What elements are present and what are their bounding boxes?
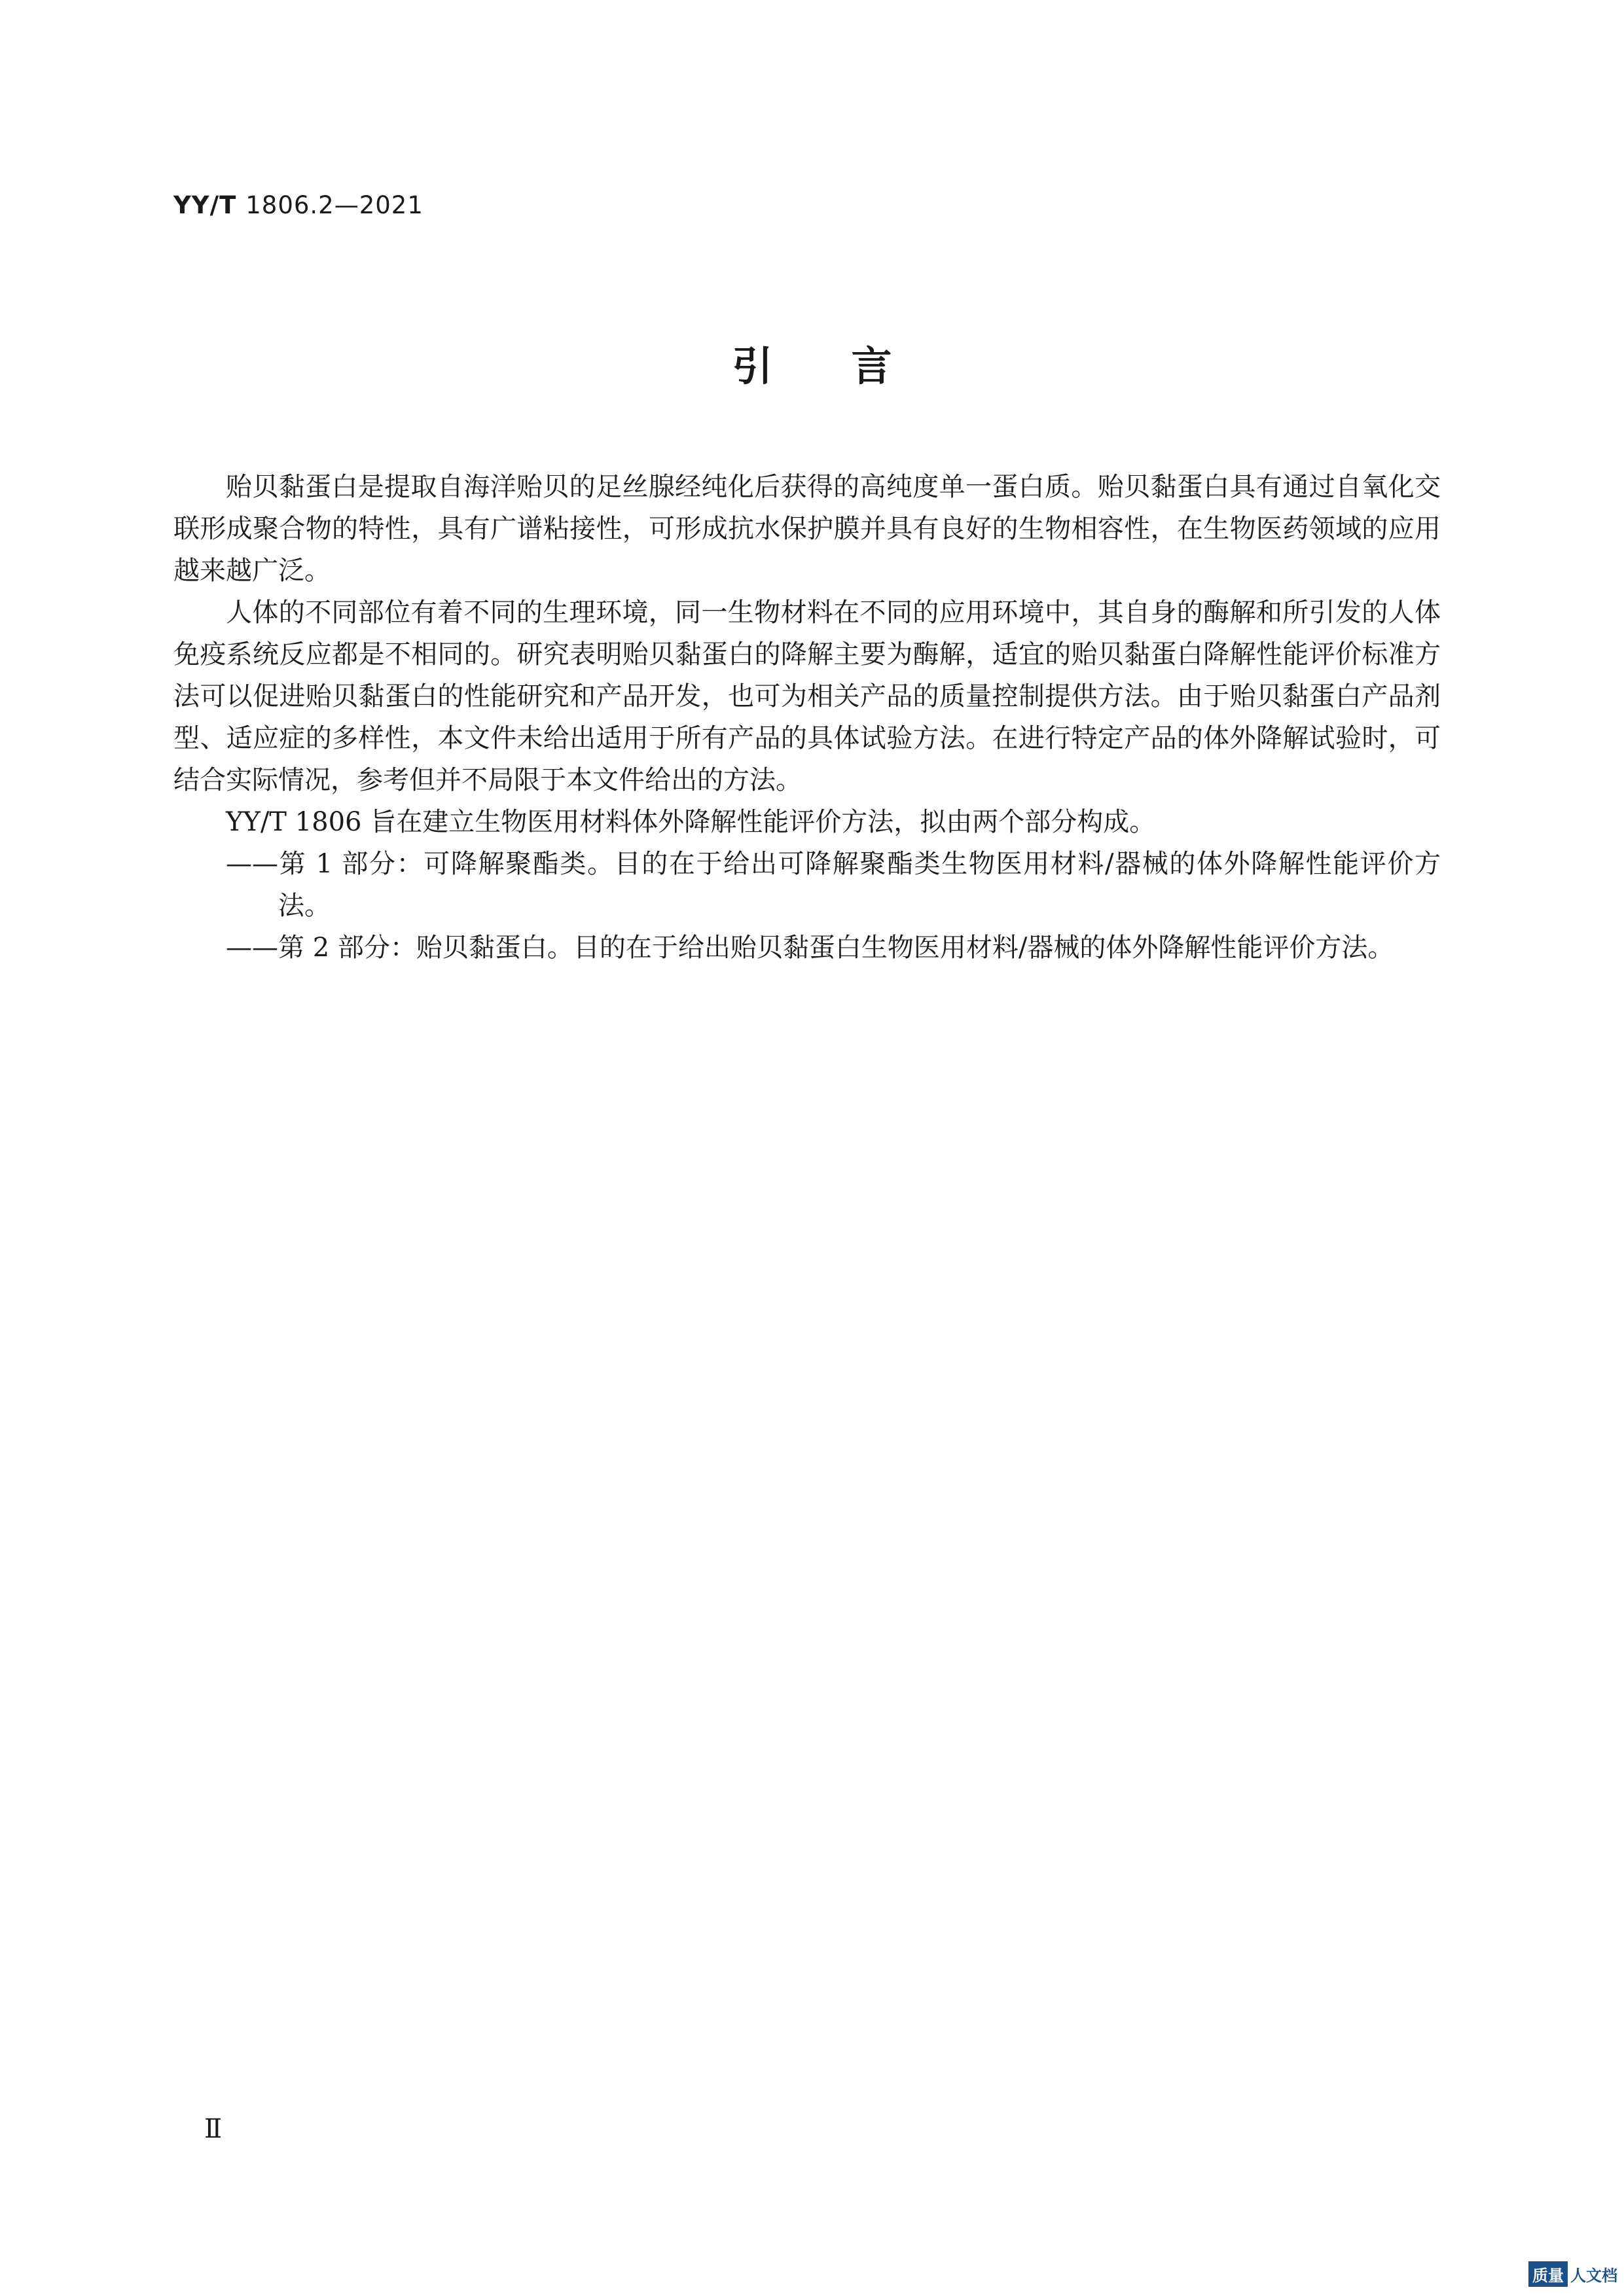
list-item-part-2: ——第 2 部分：贻贝黏蛋白。目的在于给出贻贝黏蛋白生物医用材料/器械的体外降解性能评价方法。 xyxy=(226,933,1394,963)
title-char-1: 引 xyxy=(732,342,773,390)
watermark-text: 人文档 xyxy=(1570,2267,1617,2285)
document-code xyxy=(173,191,424,219)
watermark-box-text: 质量 xyxy=(1528,2261,1568,2287)
title-char-2: 言 xyxy=(851,342,892,390)
introduction-body xyxy=(173,466,1441,969)
page-title xyxy=(0,334,1624,392)
document-code-number: 1806.2—2021 xyxy=(245,191,424,219)
paragraph-3: YY/T 1806 旨在建立生物医用材料体外降解性能评价方法，拟由两个部分构成。 xyxy=(226,807,1156,837)
paragraph-1: 贻贝黏蛋白是提取自海洋贻贝的足丝腺经纯化后获得的高纯度单一蛋白质。贻贝黏蛋白具有通过自氧化交联形成聚合物的特性，具有广谱粘接性，可形成抗水保护膜并具有良好的生物相容性，在生物医药领域的应用越来越广泛。 xyxy=(173,472,1441,586)
watermark-logo xyxy=(1528,2261,1617,2287)
document-code-prefix: YY/T xyxy=(173,191,237,219)
page-number: Ⅱ xyxy=(204,2114,223,2144)
paragraph-2: 人体的不同部位有着不同的生理环境，同一生物材料在不同的应用环境中，其自身的酶解和所引发的人体免疫系统反应都是不相同的。研究表明贻贝黏蛋白的降解主要为酶解，适宜的贻贝黏蛋白降解性能评价标准方法可以促进贻贝黏蛋白的性能研究和产品开发，也可为相关产品的质量控制提供方法。由于贻贝黏蛋白产品剂型、适应症的多样性，本文件未给出适用于所有产品的具体试验方法。在进行特定产品的体外降解试验时，可结合实际情况，参考但并不局限于本文件给出的方法。 xyxy=(173,598,1441,795)
list-item-part-1: ——第 1 部分：可降解聚酯类。目的在于给出可降解聚酯类生物医用材料/器械的体外降解性能评价方法。 xyxy=(226,849,1441,921)
